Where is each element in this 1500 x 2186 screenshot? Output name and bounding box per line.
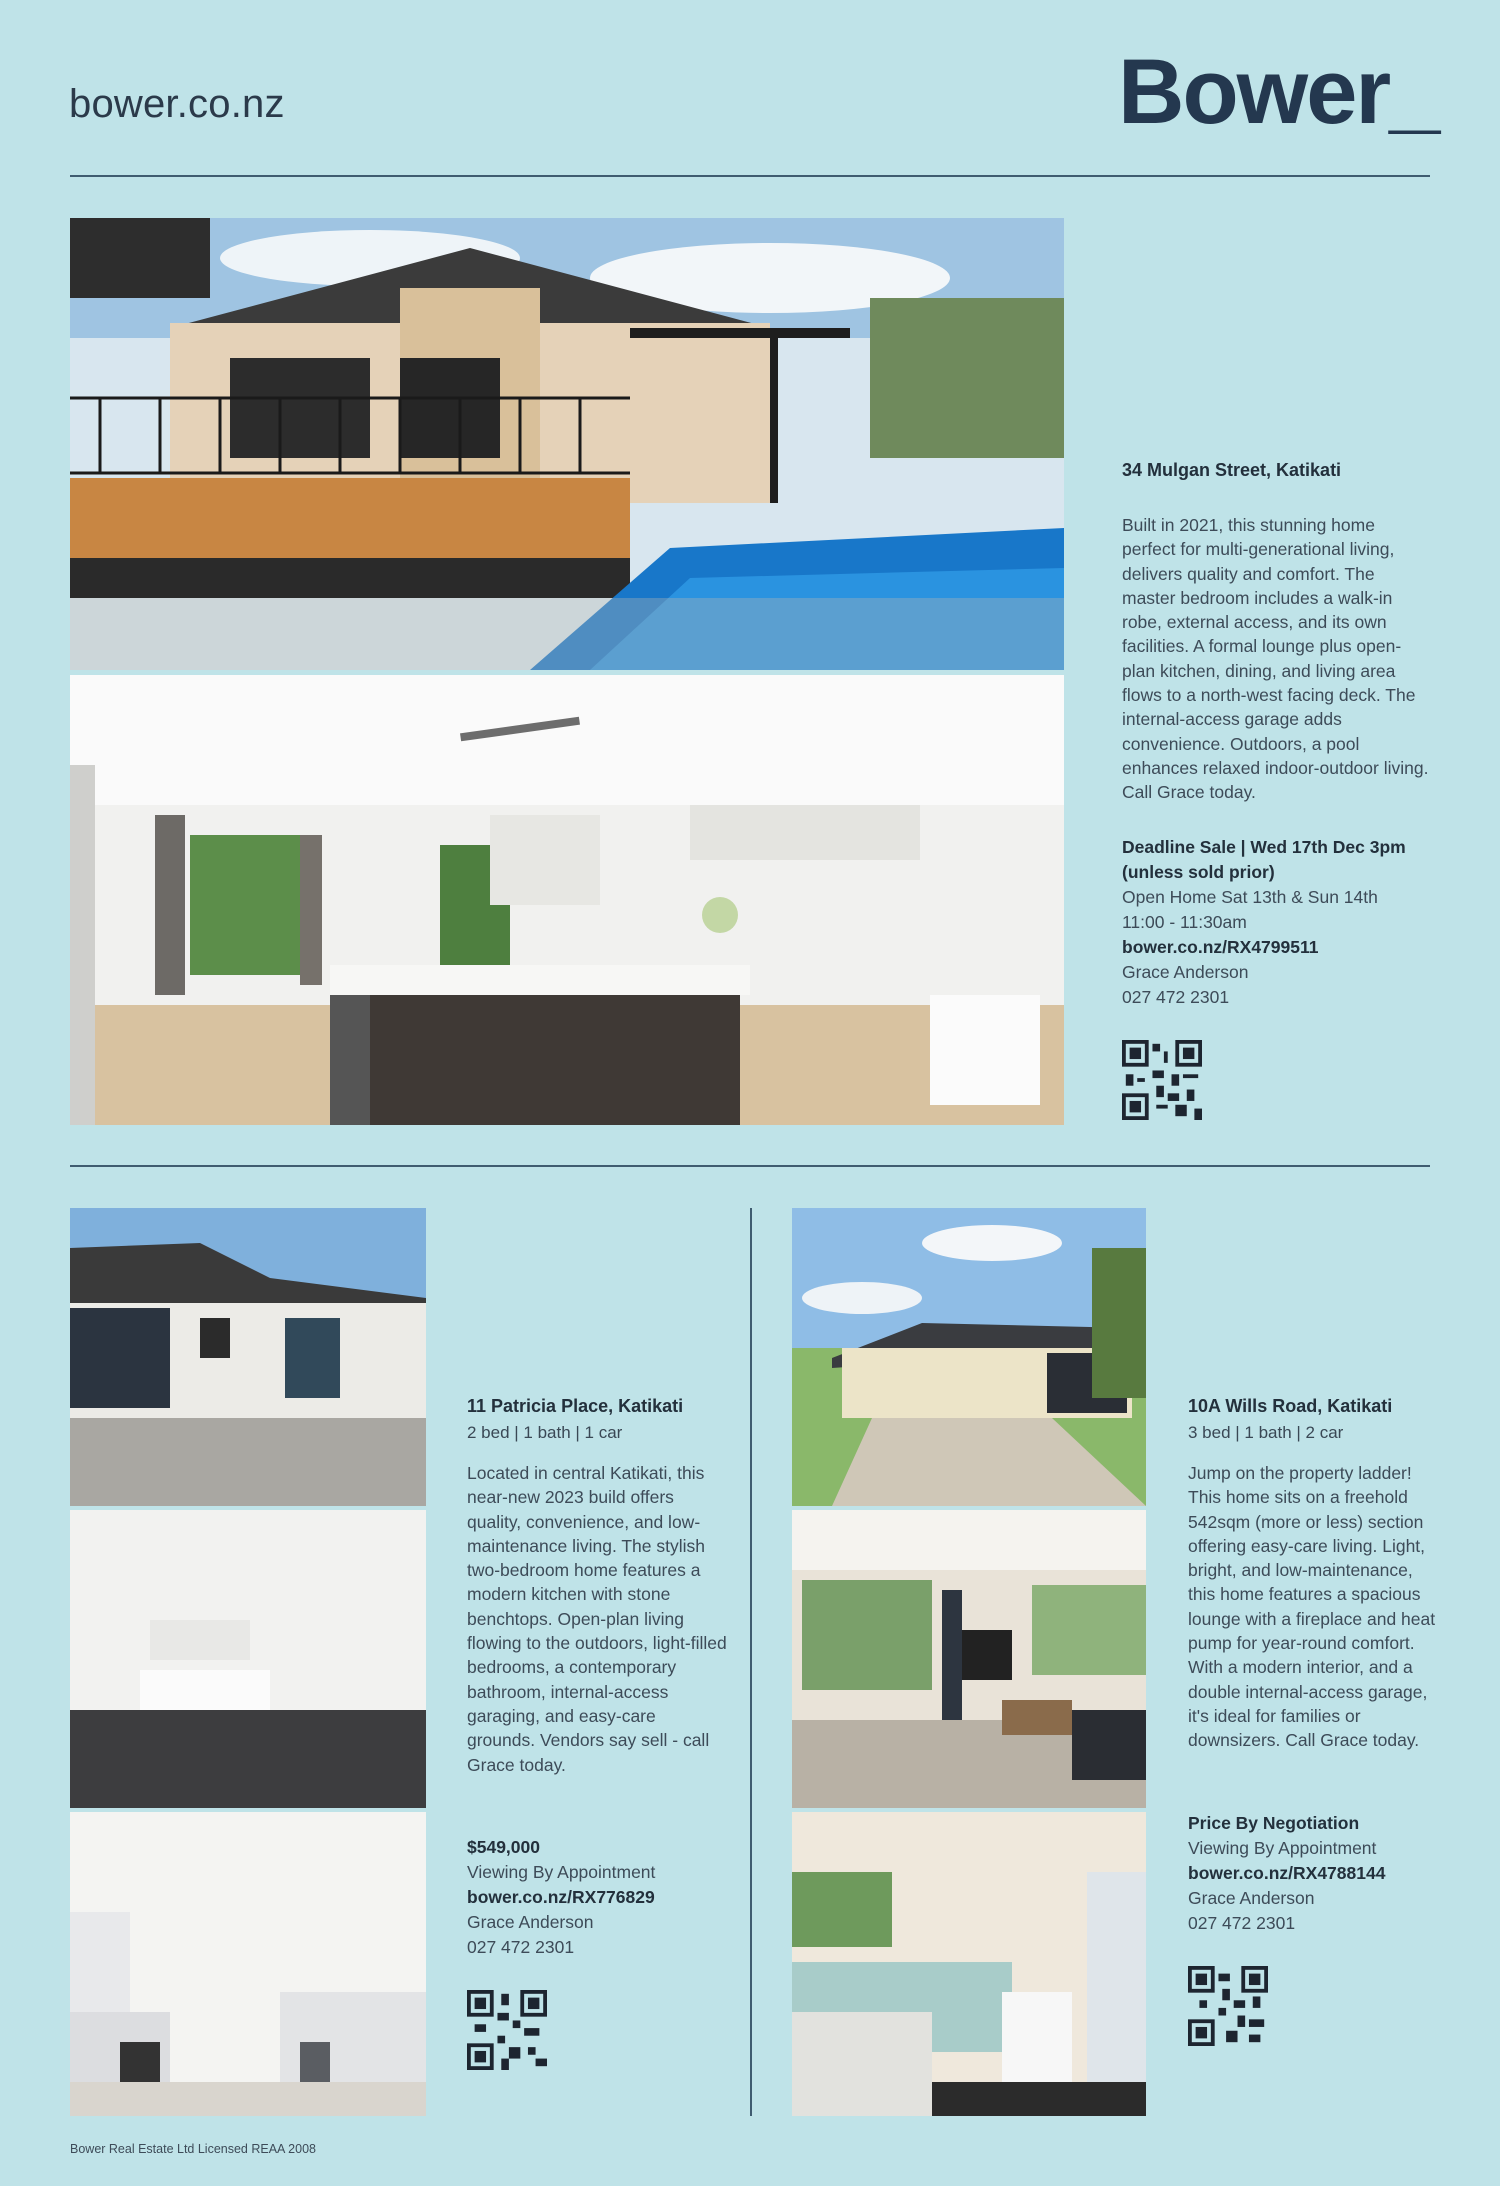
agent-name: Grace Anderson — [467, 1911, 594, 1932]
agent-name: Grace Anderson — [1188, 1887, 1315, 1908]
photo-wills-exterior — [792, 1208, 1146, 1506]
listing-left-text — [467, 1396, 727, 2075]
listing-description: Jump on the property ladder! This home sits on a freehold 542sqm (more or less) section offering easy-care living. Light, bright, and low-maintenance, this home features a spacious lounge with a fireplace and heat pump for year-round comfort. With a modern interior, and a double internal-access garage, it's ideal for families or downsizers. Call Grace today. — [1188, 1463, 1436, 1751]
middle-divider — [70, 1165, 1430, 1167]
open-home: Open Home Sat 13th & Sun 14th — [1122, 886, 1378, 907]
photo-wills-kitchen — [792, 1812, 1146, 2116]
listing-link[interactable]: bower.co.nz/RX4788144 — [1188, 1862, 1386, 1883]
listing-title: 10A Wills Road, Katikati — [1188, 1396, 1393, 1416]
footer-license: Bower Real Estate Ltd Licensed REAA 2008 — [70, 2142, 316, 2156]
column-divider — [750, 1208, 752, 2116]
listing-features: 3 bed | 1 bath | 2 car — [1188, 1423, 1344, 1442]
viewing: Viewing By Appointment — [467, 1861, 656, 1882]
photo-patricia-living — [70, 1510, 426, 1808]
listing-main-text — [1122, 460, 1432, 1125]
listing-right-text — [1188, 1396, 1438, 2051]
brand-logo: Bower_ — [1118, 41, 1439, 143]
listing-price: Price By Negotiation — [1188, 1812, 1360, 1833]
photo-kitchen-living — [70, 675, 1064, 1125]
photo-patricia-kitchen — [70, 1812, 426, 2116]
agent-phone[interactable]: 027 472 2301 — [467, 1936, 575, 1957]
listing-description: Built in 2021, this stunning home perfect for multi-generational living, delivers quality and comfort. The master bedroom includes a walk-in robe, external access, and its own facilities. A formal lounge plus open-plan kitchen, dining, and living area flows to a north-west facing deck. The internal-access garage adds convenience. Outdoors, a pool enhances relaxed indoor-outdoor living. Call Grace today. — [1122, 515, 1429, 803]
photo-exterior-pool — [70, 218, 1064, 670]
listing-features: 2 bed | 1 bath | 1 car — [467, 1423, 623, 1442]
listing-title: 34 Mulgan Street, Katikati — [1122, 460, 1342, 480]
viewing: Viewing By Appointment — [1188, 1837, 1377, 1858]
photo-wills-lounge — [792, 1510, 1146, 1808]
top-divider — [70, 175, 1430, 177]
agent-phone[interactable]: 027 472 2301 — [1188, 1912, 1296, 1933]
sale-method: Deadline Sale | Wed 17th Dec 3pm — [1122, 836, 1406, 857]
listing-title: 11 Patricia Place, Katikati — [467, 1396, 684, 1416]
open-home-time: 11:00 - 11:30am — [1122, 911, 1247, 932]
qr-code-icon[interactable] — [1122, 1040, 1202, 1120]
agent-name: Grace Anderson — [1122, 961, 1249, 982]
photo-patricia-exterior — [70, 1208, 426, 1506]
qr-code-icon[interactable] — [1188, 1966, 1268, 2046]
qr-code-icon[interactable] — [467, 1990, 547, 2070]
sale-condition: (unless sold prior) — [1122, 861, 1275, 882]
listing-price: $549,000 — [467, 1836, 540, 1857]
agent-phone[interactable]: 027 472 2301 — [1122, 986, 1230, 1007]
site-url[interactable]: bower.co.nz — [69, 82, 285, 126]
listing-link[interactable]: bower.co.nz/RX4799511 — [1122, 936, 1319, 957]
listing-description: Located in central Katikati, this near-new 2023 build offers quality, convenience, and low-maintenance living. The stylish two-bedroom home features a modern kitchen with stone benchtops. Open-plan living flowing to the outdoors, light-filled bedrooms, a contemporary bathroom, internal-access garaging, and easy-care grounds. Vendors say sell - call Grace today. — [467, 1463, 727, 1775]
listing-link[interactable]: bower.co.nz/RX776829 — [467, 1886, 655, 1907]
